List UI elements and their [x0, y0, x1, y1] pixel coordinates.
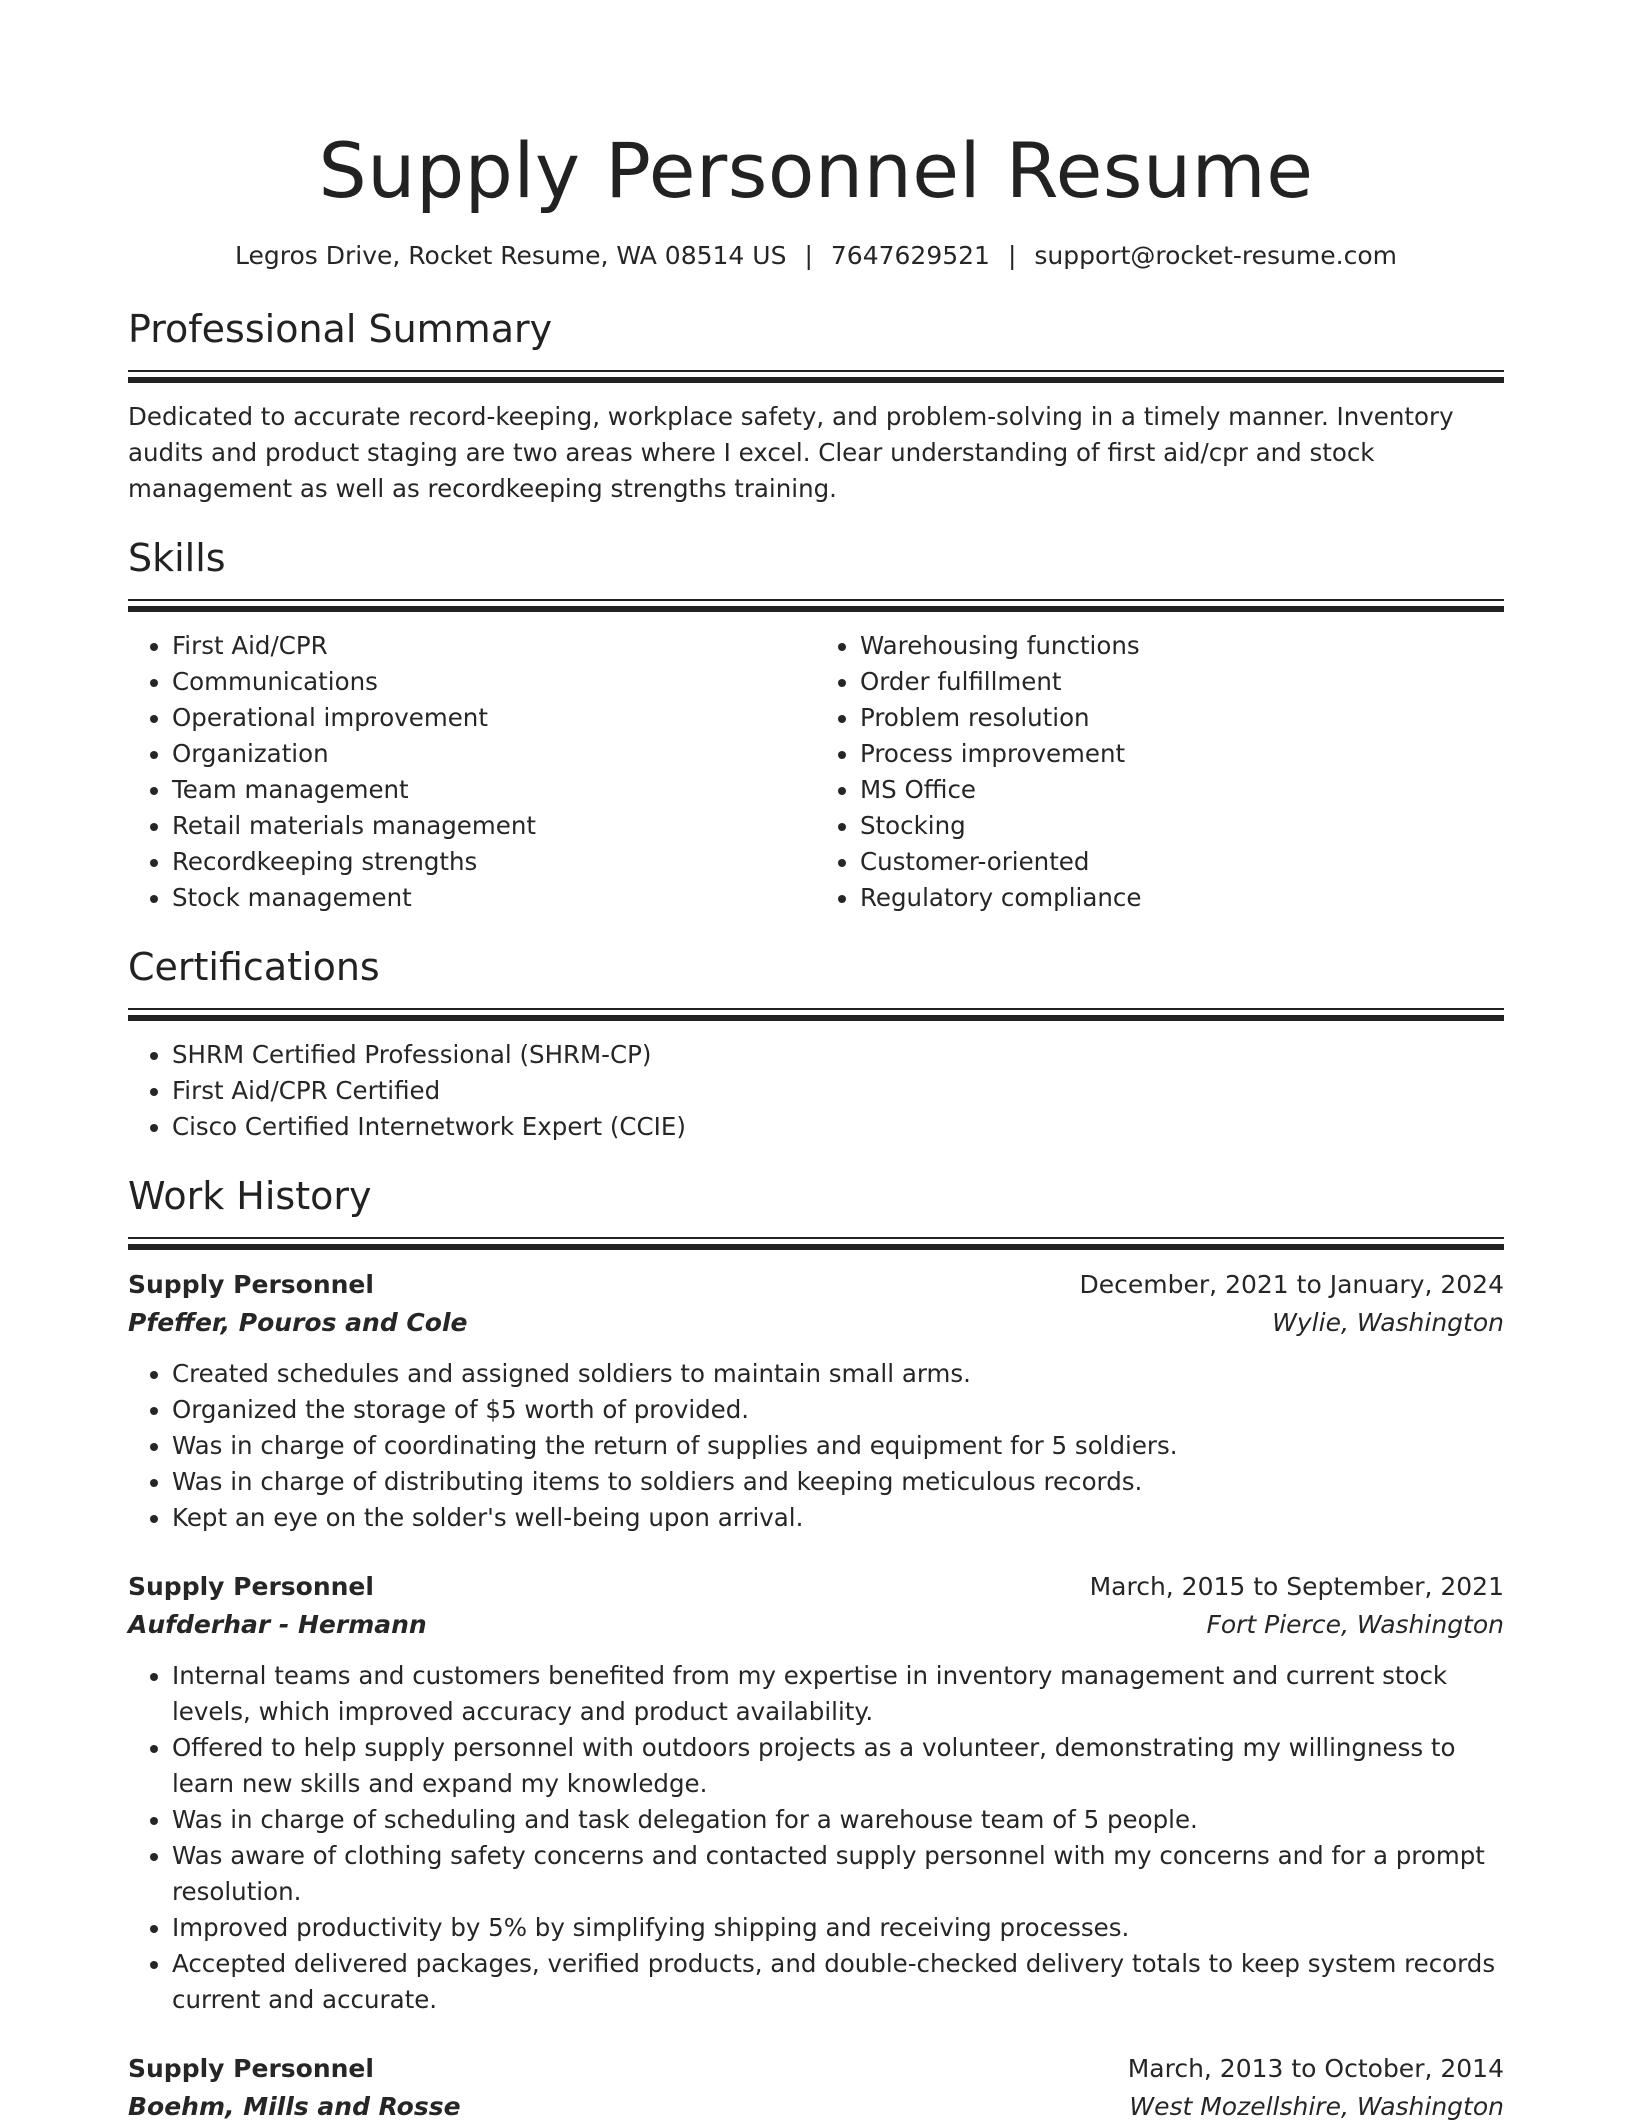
job-bullet: • Kept an eye on the solder's well-being upon arrival.: [172, 1500, 1504, 1536]
job-bullet: • Organized the storage of $5 worth of provided.: [172, 1392, 1504, 1428]
skill-item: • Regulatory compliance: [860, 880, 1504, 916]
skill-item: • Stocking: [860, 808, 1504, 844]
skill-item: • Communications: [172, 664, 816, 700]
summary-text: Dedicated to accurate record-keeping, workplace safety, and problem-solving in a timely manner. Inventory audits and product staging are two areas where I excel. Clear understanding of first aid/cpr and stock management as well as recordkeeping strengths training.: [128, 402, 1454, 503]
certification-item: • Cisco Certified Internetwork Expert (CCIE): [172, 1109, 1504, 1145]
job-dates: March, 2013 to October, 2014: [1127, 2054, 1504, 2083]
section-divider: [128, 599, 1504, 612]
job-bullet: • Created schedules and assigned soldiers to maintain small arms.: [172, 1356, 1504, 1392]
section-divider: [128, 1237, 1504, 1250]
job-bullet: • Was in charge of distributing items to soldiers and keeping meticulous records.: [172, 1464, 1504, 1500]
job-dates: December, 2021 to January, 2024: [1079, 1270, 1504, 1299]
skill-item: • Retail materials management: [172, 808, 816, 844]
skills-column-left: [128, 628, 816, 916]
skill-item: • Recordkeeping strengths: [172, 844, 816, 880]
skill-item: • Stock management: [172, 880, 816, 916]
job-entry: [128, 1568, 1504, 2018]
job-subheader: [128, 1304, 1504, 1342]
job-subheader: [128, 2088, 1504, 2126]
skill-item: • Operational improvement: [172, 700, 816, 736]
job-bullet: • Offered to help supply personnel with outdoors projects as a volunteer, demonstrating my willingness to learn new skills and expand my knowledge.: [172, 1730, 1504, 1802]
skill-item: • Order fulfillment: [860, 664, 1504, 700]
summary-heading: Professional Summary: [128, 307, 553, 351]
job-title: Supply Personnel: [128, 2054, 374, 2083]
skill-item: • Process improvement: [860, 736, 1504, 772]
skills-heading: Skills: [128, 536, 226, 580]
skill-item: • Customer-oriented: [860, 844, 1504, 880]
job-company: Pfeffer, Pouros and Cole: [128, 1308, 468, 1337]
job-company: Aufderhar - Hermann: [128, 1610, 427, 1639]
job-bullet: • Was in charge of coordinating the return of supplies and equipment for 5 soldiers.: [172, 1428, 1504, 1464]
job-title: Supply Personnel: [128, 1270, 374, 1299]
work-history-heading: Work History: [128, 1174, 372, 1218]
skill-item: • First Aid/CPR: [172, 628, 816, 664]
job-bullet: • Internal teams and customers benefited from my expertise in inventory management and current stock levels, which improved accuracy and product availability.: [172, 1658, 1504, 1730]
job-bullet: • Was aware of clothing safety concerns and contacted supply personnel with my concerns and for a prompt resolution.: [172, 1838, 1504, 1910]
skill-item: • Team management: [172, 772, 816, 808]
job-location: West Mozellshire, Washington: [1129, 2092, 1504, 2121]
contact-separator: |: [1007, 241, 1017, 270]
job-title: Supply Personnel: [128, 1572, 374, 1601]
contact-line: [128, 236, 1504, 276]
skill-item: • MS Office: [860, 772, 1504, 808]
contact-separator: |: [804, 241, 813, 270]
certifications-heading: Certifications: [128, 945, 380, 989]
work-history-section: [128, 1171, 1504, 2126]
job-subheader: [128, 1606, 1504, 1644]
job-dates: March, 2015 to September, 2021: [1089, 1572, 1504, 1601]
skill-item: • Organization: [172, 736, 816, 772]
job-company: Boehm, Mills and Rosse: [128, 2092, 461, 2121]
contact-phone: 7647629521: [830, 241, 990, 270]
job-header: [128, 1266, 1504, 1304]
job-entry: [128, 1266, 1504, 1536]
skill-item: • Problem resolution: [860, 700, 1504, 736]
job-header: [128, 2050, 1504, 2088]
skill-item: • Warehousing functions: [860, 628, 1504, 664]
job-location: Fort Pierce, Washington: [1206, 1610, 1504, 1639]
job-entry: [128, 2050, 1504, 2126]
certification-item: • First Aid/CPR Certified: [172, 1073, 1504, 1109]
job-location: Wylie, Washington: [1272, 1308, 1504, 1337]
certification-item: • SHRM Certified Professional (SHRM-CP): [172, 1037, 1504, 1073]
job-bullet: • Improved productivity by 5% by simplifying shipping and receiving processes.: [172, 1910, 1504, 1946]
job-header: [128, 1568, 1504, 1606]
section-divider: [128, 370, 1504, 383]
job-bullet: • Was in charge of scheduling and task delegation for a warehouse team of 5 people.: [172, 1802, 1504, 1838]
skills-columns: [128, 628, 1504, 916]
section-divider: [128, 1008, 1504, 1021]
contact-email[interactable]: support@rocket-resume.com: [1034, 241, 1397, 270]
certifications-section: [128, 942, 1504, 1145]
skills-section: [128, 533, 1504, 916]
skills-column-right: [816, 628, 1504, 916]
job-bullet: • Accepted delivered packages, verified products, and double-checked delivery totals to keep system records current and accurate.: [172, 1946, 1504, 2018]
summary-section: [128, 304, 1504, 507]
contact-address: Legros Drive, Rocket Resume, WA 08514 US: [235, 241, 787, 270]
resume-title: Supply Personnel Resume: [318, 126, 1314, 215]
